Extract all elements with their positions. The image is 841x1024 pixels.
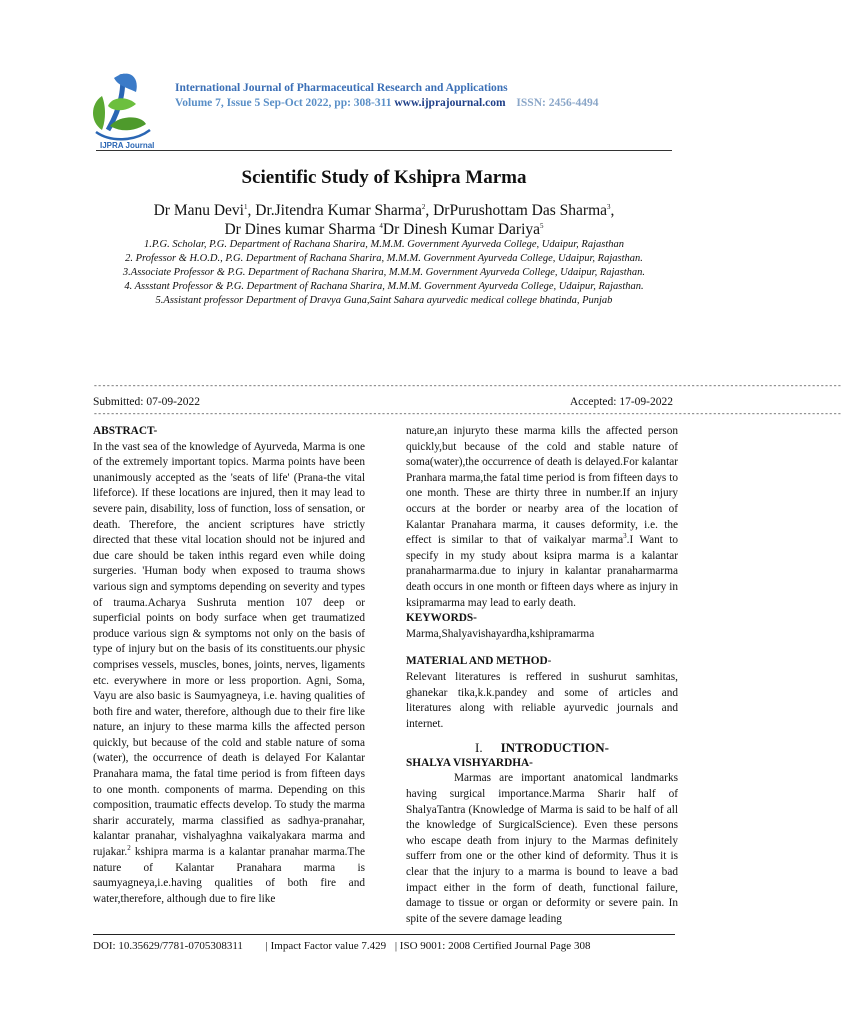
affiliation-2: 2. Professor & H.O.D., P.G. Department of Rachana Sharira, M.M.M. Government Ayurveda College, Udaipur, Rajasthan. — [125, 253, 643, 265]
author-sup: 1 — [244, 202, 248, 211]
author-sup: 2 — [421, 202, 426, 211]
abstract-text-part: nature,an injuryto these marma kills the affected person quickly,but because of the cold and stable nature of soma(water),the occurrence of death is delayed.For kalantar Pranhara marma,the fatal time period is from fifteen days to one month. These are thirty three in number.If an injury occurs at the border or nearby area of the location of Kalantar Pranahara marma, it causes deformity, i.e. the effect is similar to that of vaikalyar marma — [406, 425, 678, 547]
method-heading-line — [406, 654, 678, 670]
citation-sup: 2 — [127, 844, 131, 853]
author-sup: 5 — [540, 221, 544, 230]
header-rule — [96, 150, 672, 151]
author-sup: 3 — [607, 202, 611, 211]
journal-name: International Journal of Pharmaceutical Research and Applications — [175, 82, 508, 94]
abstract-text-part: In the vast sea of the knowledge of Ayurveda, Marma is one of the extremely important topics. Marma points have been unanimously accepted as the 'seats of life' (Prana-the vital lifeforce). If these locations are injured, then it may lead to severe pain, disability, loss of function, loss of sensation, or death. Therefore, the ancient scriptures have strictly directed that these vital location should not be injured and due care should be taken inthis regard even while doing surgeries. 'Human body when exposed to trauma shows various sign and symptoms depending on severity and types of trauma.Acharya Sushruta mention 107 deep or superficial points on body surface when get traumatized produce various sign & symptoms not only on the basis of type of injury but on the basis of its constituents.our physic comprises vessels, muscles, bones, joints, nerves, ligaments etc. everywhere in more or less proportion. Agni, Soma, Vayu are also basic is Saumyagneya, i.e. having qualities of both fire and water, therefore, although due to their fire like nature, an injury to these marma kills the affected person quickly, but because of the cold and stable nature of soma (water), the occurrence of death is delayed For Kalantar Pranahara mama, the fatal time period is from fifteen days to one month. components of marma. Depending on this composition, traumatic effects develop. To study the marma sharir accurately, marma classified as sadhya-pranahar, kalantar pranahar, vishalyaghna vaikalyakara marma and rujakar. — [93, 440, 365, 859]
author-sup: 4 — [379, 221, 383, 230]
author-4 — [224, 221, 382, 238]
affiliation-3: 3.Associate Professor & P.G. Department of Rachana Sharira, M.M.M. Government Ayurveda College, Udaipur, Rajasthan. — [122, 267, 646, 279]
left-column — [93, 424, 365, 907]
journal-website-link[interactable]: www.ijprajournal.com — [394, 97, 506, 109]
journal-volume: Volume 7, Issue 5 Sep-Oct 2022, pp: 308-311 — [175, 97, 392, 109]
method-dash: - — [547, 655, 552, 668]
paper-title: Scientific Study of Kshipra Marma — [241, 167, 527, 188]
right-column — [406, 424, 678, 927]
author-name: Dr Dinesh Kumar Dariya — [382, 221, 541, 238]
author-2: Dr.Jitendra Kumar Sharma$^2$, — [255, 202, 434, 219]
footer-iso: | ISO 9001: 2008 Certified Journal Page 308 — [394, 940, 591, 952]
abstract-text-part: kshipra marma is a kalantar pranahar marma.The nature of Kalantar Pranahara marma is saumyagneya,i.e.having qualities of both fire and water,therefore, although due to fire like — [93, 846, 365, 905]
affiliation-list — [96, 238, 672, 308]
journal-volume-line — [175, 96, 695, 111]
keywords-heading: KEYWORDS- — [406, 612, 477, 625]
submission-dates — [93, 396, 673, 408]
introduction-text: Marmas are important anatomical landmarks having surgical importance.Marma Sharir half of ShalyaTantra (Knowledge of Marma is said to be half of all the knowledge of SurgicalScience). Even these persons who escape death from injury to the Marmas definitely sufferr from one or the other kind of deformity. Thus it is clear that the injury to a marma is bound to leave a bad impact either in the form of death, functional failure, damage to tissue or organ or deformity or severe pain. In spite of the severe damage leading — [406, 772, 678, 925]
journal-header — [175, 81, 695, 111]
shalya-heading: SHALYA VISHYARDHA- — [406, 756, 533, 769]
accepted-date: Accepted: 17-09-2022 — [569, 396, 673, 408]
footer-impact-factor: | Impact Factor value 7.429 — [265, 940, 387, 952]
submitted-date: Submitted: 07-09-2022 — [93, 396, 201, 408]
method-heading: MATERIAL AND METHOD — [406, 655, 548, 668]
affiliation-1: 1.P.G. Scholar, P.G. Department of Rachana Sharira, M.M.M. Government Ayurveda College, Udaipur, Rajasthan — [143, 239, 625, 250]
footer-rule — [93, 934, 675, 935]
author-3: DrPurushottam Das Sharma$^3$, — [433, 202, 615, 219]
author-5 — [383, 221, 544, 238]
footer-doi: DOI: 10.35629/7781-0705308311 — [93, 940, 243, 952]
author-name: Dr Manu Devi — [153, 202, 244, 219]
journal-issn: ISSN: 2456-4494 — [516, 97, 599, 109]
citation-sup: 3 — [623, 532, 627, 541]
page-footer — [93, 940, 675, 952]
affiliation-5: 5.Assistant professor Department of Dravya Guna,Saint Sahara ayurvedic medical college bhatinda, Punjab — [155, 295, 613, 307]
keywords-text: Marma,Shalyavishayardha,kshipramarma — [406, 627, 595, 640]
author-1: Dr Manu Devi$^1$, — [153, 202, 256, 219]
abstract-text — [93, 440, 365, 908]
dashed-separator-top: ------------------------------------------------------------------------------------------------------------------------------------------------------------------------------ — [93, 382, 841, 391]
abstract-continued — [406, 424, 678, 611]
author-name: Dr Dines kumar Sharma — [224, 221, 376, 238]
method-text: Relevant literatures is reffered in sushurut samhitas, ghanekar tika,k.k.pandey and some of articles and literatures along with reliable ayurvedic journals and internet. — [406, 670, 678, 730]
dashed-separator-bottom: ------------------------------------------------------------------------------------------------------------------------------------------------------------------------------ — [93, 410, 841, 419]
section-title: INTRODUCTION- — [500, 740, 609, 756]
author-name: DrPurushottam Das Sharma — [433, 202, 608, 219]
introduction-heading — [406, 740, 678, 756]
abstract-heading: ABSTRACT- — [93, 425, 158, 437]
author-list — [96, 201, 672, 239]
affiliation-4: 4. Assstant Professor & P.G. Department of Rachana Sharira, M.M.M. Government Ayurveda College, Udaipur, Rajasthan. — [124, 281, 644, 293]
logo-caption: IJPRA Journal — [100, 141, 155, 150]
section-number: I. — [475, 740, 483, 756]
abstract-text-part: .I Want to specify in my study about ksipra marma is a kalantar pranaharmarma.due to injury in kalantar pranaharmarma death occurs in one month or fifteen days where as injury in ksipramarma may lead to early death. — [406, 534, 678, 609]
author-name: Dr.Jitendra Kumar Sharma — [255, 202, 422, 219]
